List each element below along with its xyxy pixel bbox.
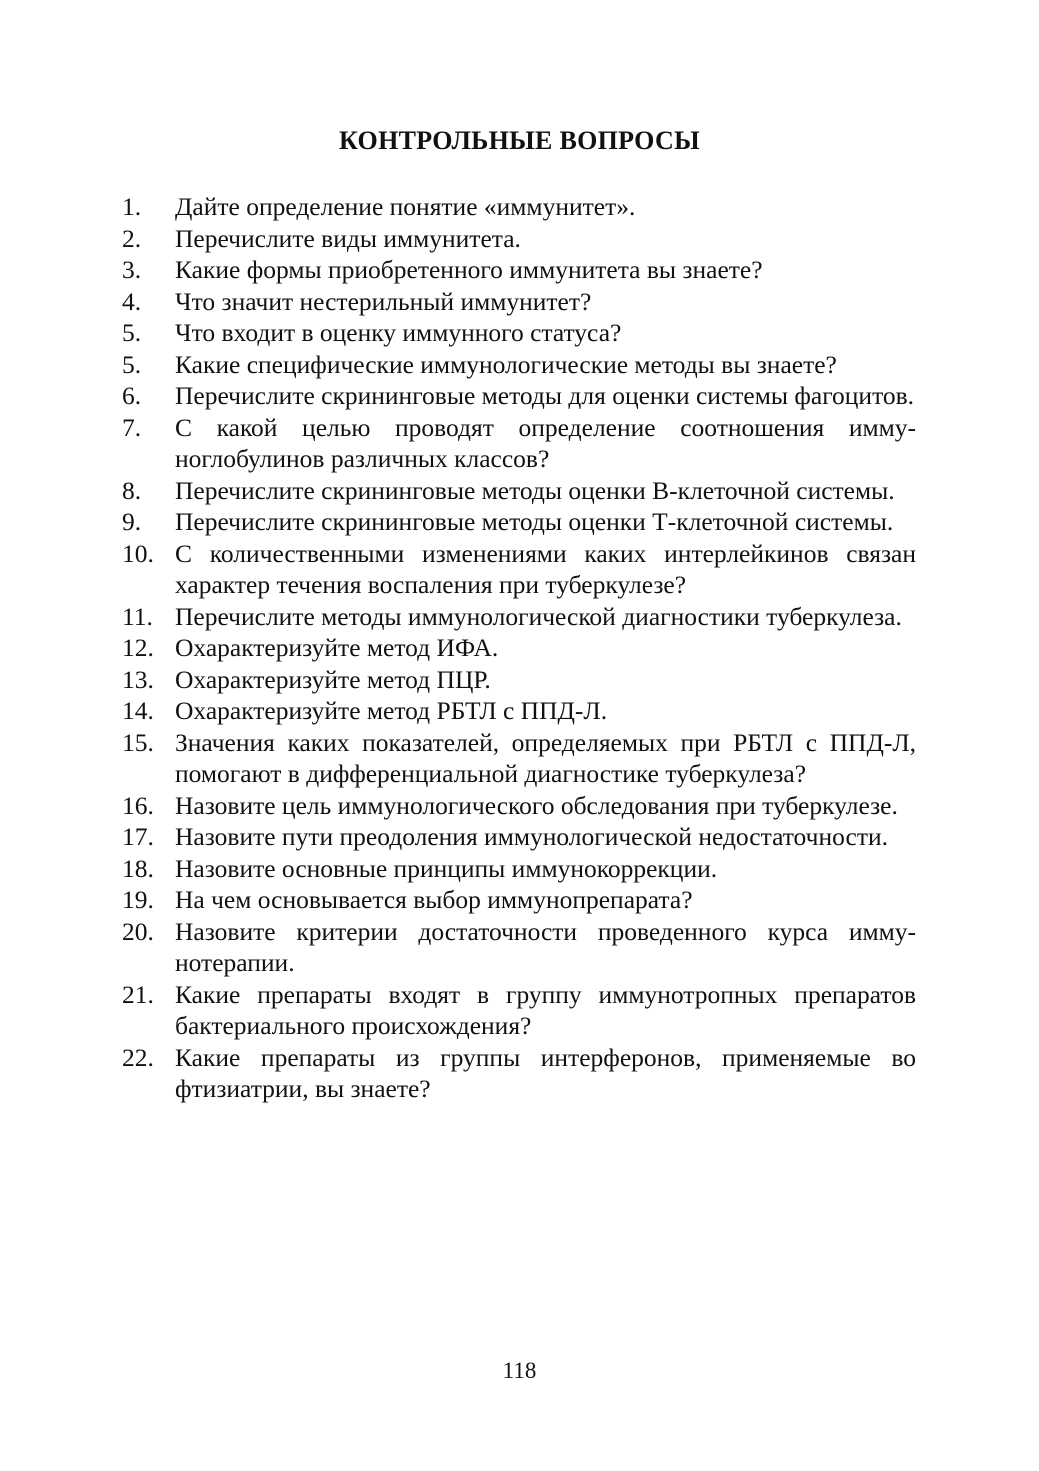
question-text: Перечислите скрининговые методы для оценки системы фагоцитов.: [175, 381, 915, 410]
question-text: С какой целью проводят определение соотношения иммуноглобулинов различных классов?: [175, 412, 916, 473]
question-text: Какие формы приобретенного иммунитета вы знаете?: [175, 255, 763, 284]
question-number: 9.: [122, 507, 142, 536]
question-item: [122, 853, 916, 885]
question-number: 4.: [122, 286, 142, 316]
question-item: [122, 286, 916, 318]
question-item: [122, 538, 916, 601]
question-number: 7.: [122, 412, 142, 442]
question-number: 6.: [122, 381, 142, 410]
question-item: [122, 790, 916, 822]
question-item: [122, 254, 916, 286]
page-number: 118: [502, 1358, 537, 1383]
question-number: 5.: [122, 349, 142, 379]
question-item: [122, 380, 916, 412]
question-text: Какие препараты из группы интерферонов, применяемые во фтизиатрии, вы знаете?: [175, 1042, 916, 1103]
question-number: 22.: [122, 1042, 154, 1072]
question-text: Что значит нестерильный иммунитет?: [175, 286, 592, 316]
question-text: Перечислите скрининговые методы оценки В-клеточной системы.: [175, 475, 895, 505]
question-item: [122, 191, 916, 223]
question-number: 2.: [122, 223, 142, 253]
question-item: [122, 821, 916, 853]
question-item: [122, 695, 916, 727]
question-number: 10.: [122, 538, 154, 568]
question-text: Назовите основные принципы иммунокоррекции.: [175, 853, 718, 883]
question-number: 3.: [122, 255, 142, 284]
question-text: Какие препараты входят в группу иммунотропных препаратов бактериального происхождения?: [175, 979, 916, 1040]
question-item: [122, 727, 916, 790]
question-text: Охарактеризуйте метод РБТЛ с ППД-Л.: [175, 696, 608, 725]
question-item: [122, 223, 916, 255]
question-number: 5.: [122, 318, 142, 347]
question-item: [122, 1042, 916, 1105]
question-text: Назовите критерии достаточности проведенного курса иммунотерапии.: [175, 916, 916, 977]
question-item: [122, 475, 916, 507]
question-text: Назовите цель иммунологического обследования при туберкулезе.: [175, 790, 898, 820]
question-text: Что входит в оценку иммунного статуса?: [175, 318, 622, 347]
question-number: 19.: [122, 885, 154, 914]
question-text: С количественными изменениями каких интерлейкинов связан характер течения воспаления при туберкулезе?: [175, 538, 916, 599]
question-item: [122, 601, 916, 633]
question-text: На чем основывается выбор иммунопрепарата?: [175, 885, 693, 914]
question-number: 12.: [122, 633, 154, 662]
question-item: [122, 412, 916, 475]
question-text: Перечислите скрининговые методы оценки Т-клеточной системы.: [175, 507, 894, 536]
question-number: 8.: [122, 475, 142, 505]
question-item: [122, 664, 916, 696]
question-text: Перечислите методы иммунологической диагностики туберкулеза.: [175, 601, 902, 631]
question-number: 15.: [122, 727, 154, 757]
page-heading: КОНТРОЛЬНЫЕ ВОПРОСЫ: [339, 126, 700, 155]
question-text: Охарактеризуйте метод ПЦР.: [175, 664, 491, 694]
question-number: 11.: [122, 601, 153, 631]
question-number: 1.: [122, 192, 142, 221]
question-item: [122, 916, 916, 979]
question-number: 17.: [122, 822, 154, 851]
question-item: [122, 979, 916, 1042]
question-number: 21.: [122, 979, 154, 1009]
question-text: Какие специфические иммунологические методы вы знаете?: [175, 349, 837, 379]
question-item: [122, 884, 916, 916]
question-number: 18.: [122, 853, 154, 883]
question-number: 13.: [122, 664, 154, 694]
question-number: 14.: [122, 696, 154, 725]
question-item: [122, 317, 916, 349]
question-item: [122, 349, 916, 381]
question-number: 20.: [122, 916, 154, 946]
question-text: Перечислите виды иммунитета.: [175, 223, 521, 253]
question-number: 16.: [122, 790, 154, 820]
questions-list: [122, 191, 916, 1105]
question-text: Назовите пути преодоления иммунологической недостаточности.: [175, 822, 888, 851]
question-text: Значения каких показателей, определяемых при РБТЛ с ППД-Л, помогают в дифференциальной диагностике туберкулеза?: [175, 727, 916, 788]
question-item: [122, 506, 916, 538]
question-item: [122, 632, 916, 664]
question-text: Дайте определение понятие «иммунитет».: [175, 192, 636, 221]
question-text: Охарактеризуйте метод ИФА.: [175, 633, 499, 662]
